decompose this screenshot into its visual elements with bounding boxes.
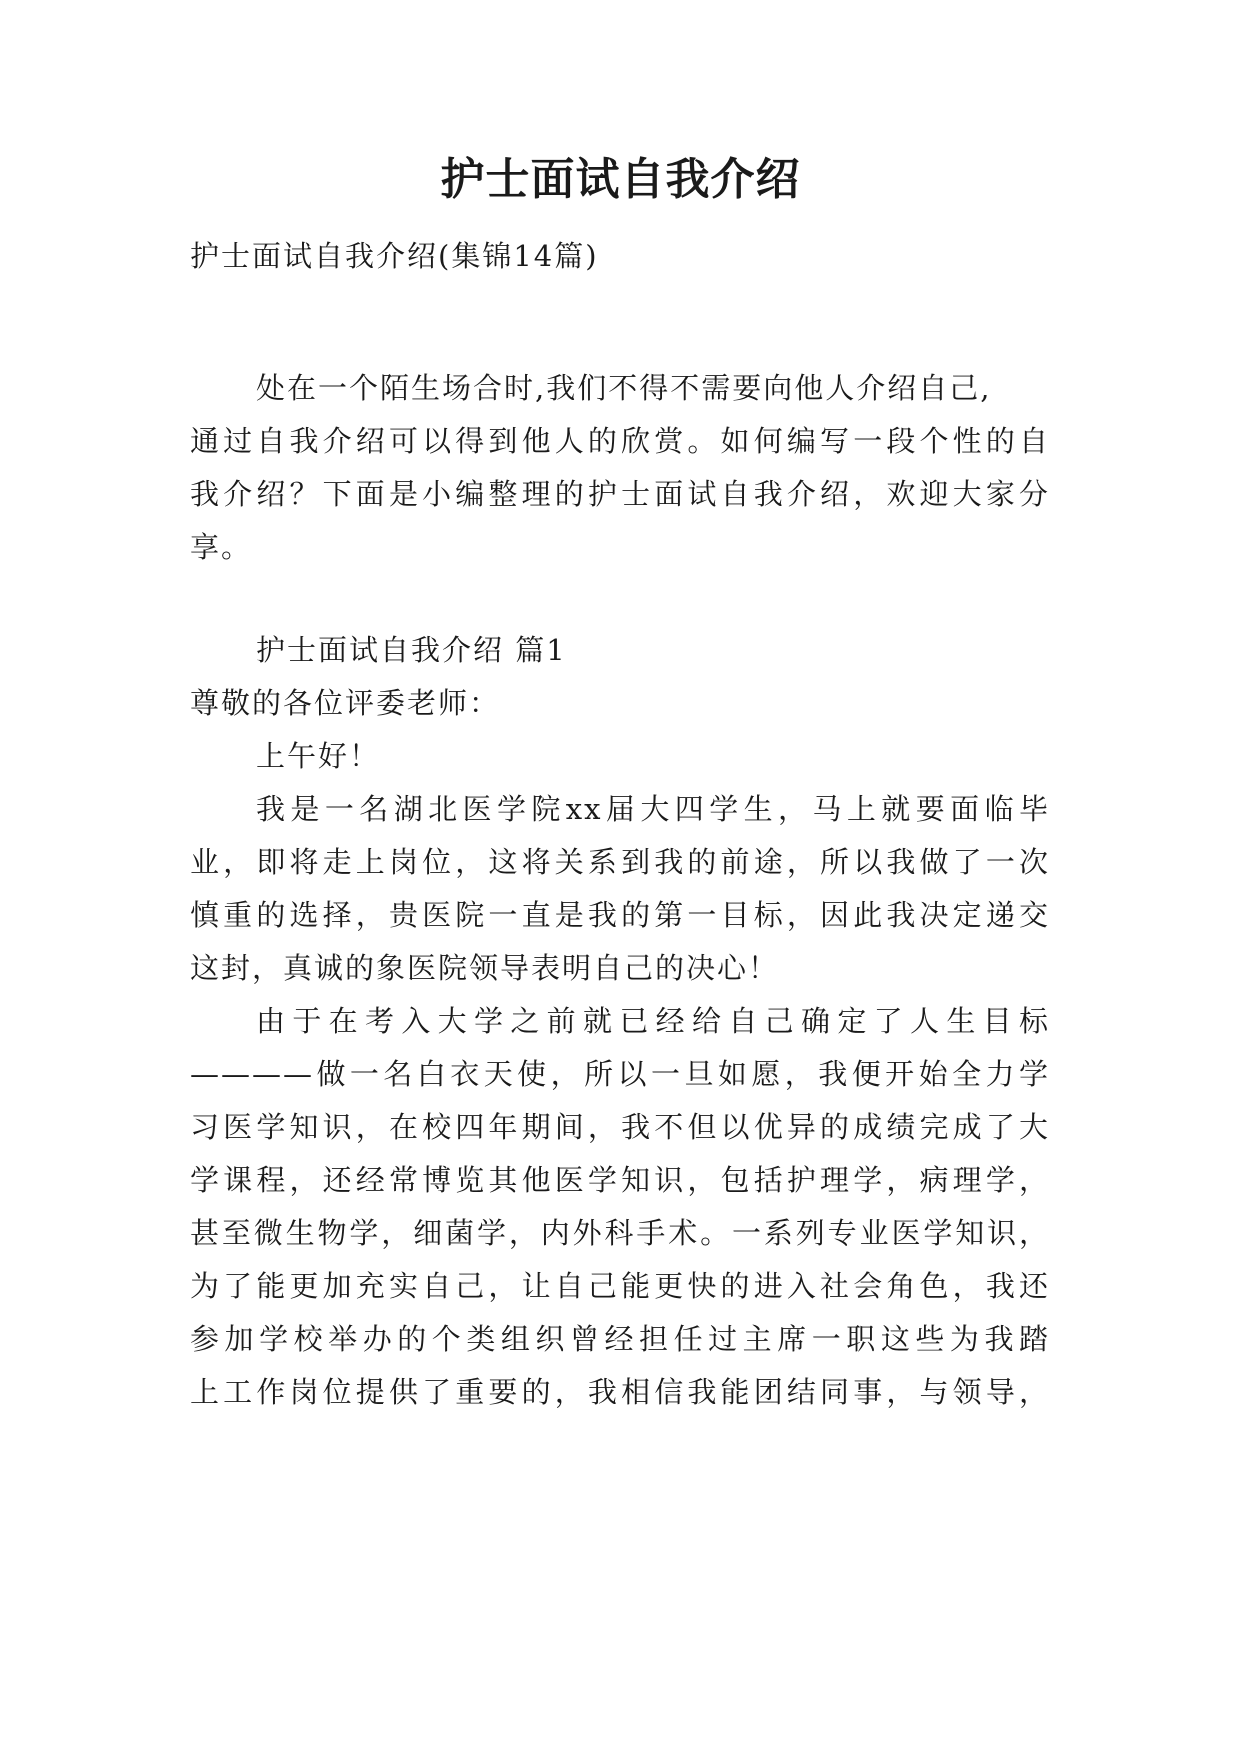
salutation: 尊敬的各位评委老师： (190, 686, 501, 720)
document-subtitle: 护士面试自我介绍(集锦14篇) (190, 239, 599, 273)
intro-line: 通过自我介绍可以得到他人的欣赏。如何编写一段个性的自 (190, 424, 1050, 458)
paragraph-line: 上工作岗位提供了重要的，我相信我能团结同事，与领导， (190, 1375, 1050, 1409)
paragraph-line: 为了能更加充实自己，让自己能更快的进入社会角色，我还 (190, 1269, 1050, 1303)
intro-line: 享。 (190, 530, 253, 564)
paragraph-line: 参加学校举办的个类组织曾经担任过主席一职这些为我踏 (190, 1322, 1050, 1356)
intro-line: 我介绍？下面是小编整理的护士面试自我介绍，欢迎大家分 (190, 477, 1050, 511)
paragraph-line: 这封，真诚的象医院领导表明自己的决心！ (190, 951, 780, 985)
paragraph-line: 习医学知识，在校四年期间，我不但以优异的成绩完成了大 (190, 1110, 1050, 1144)
paragraph-line: 业，即将走上岗位，这将关系到我的前途，所以我做了一次 (190, 845, 1050, 879)
paragraph-line: ————做一名白衣天使，所以一旦如愿，我便开始全力学 (190, 1057, 1050, 1091)
paragraph-line: 甚至微生物学，细菌学，内外科手术。一系列专业医学知识， (190, 1216, 1050, 1250)
paragraph-line: 由于在考入大学之前就已经给自己确定了人生目标 (256, 1004, 1050, 1038)
intro-line: 处在一个陌生场合时,我们不得不需要向他人介绍自己, (256, 371, 992, 405)
paragraph-line: 慎重的选择，贵医院一直是我的第一目标，因此我决定递交 (190, 898, 1050, 932)
document-title: 护士面试自我介绍 (440, 154, 801, 205)
section-heading: 护士面试自我介绍 篇1 (256, 633, 567, 667)
greeting: 上午好！ (256, 739, 381, 773)
paragraph-line: 我是一名湖北医学院xx届大四学生，马上就要面临毕 (256, 792, 1050, 826)
paragraph-line: 学课程，还经常博览其他医学知识，包括护理学，病理学， (190, 1163, 1050, 1197)
